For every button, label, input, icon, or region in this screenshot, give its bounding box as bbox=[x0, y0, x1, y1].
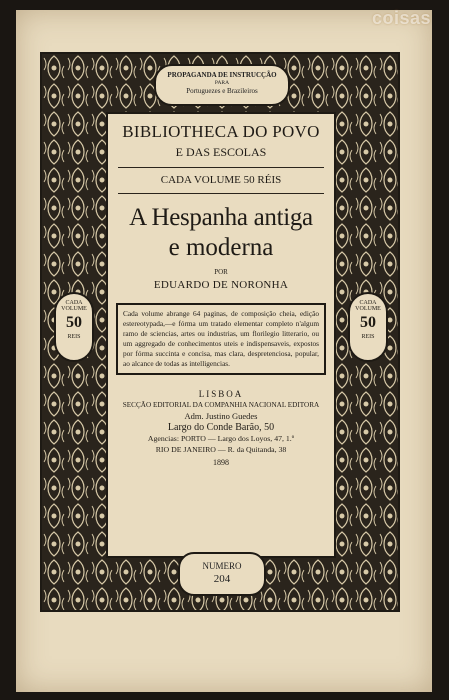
price-medal-right bbox=[348, 292, 388, 362]
divider bbox=[118, 193, 324, 194]
price-medal-left bbox=[54, 292, 94, 362]
propaganda-cartouche bbox=[154, 64, 290, 106]
description-box: Cada volume abrange 64 paginas, de composição cheia, edição estereotypada,—e fórma um tratado elementar completo n'algum ramo de sciencias, artes ou industrias, um florilegio litterario, ou um aggregado de conhecimentos uteis e indispensaveis, expostos por fórma succinta e concisa, mas clara, despretenciosa, popular, ao alcance de todas as intelligencias. bbox=[116, 303, 326, 375]
divider bbox=[118, 167, 324, 168]
series-subtitle: E DAS ESCOLAS bbox=[175, 145, 267, 159]
series-name: BIBLIOTHECA DO POVO bbox=[122, 122, 320, 141]
medal-value: 50 bbox=[66, 314, 82, 331]
header-line3: Portuguezes e Brazileiros bbox=[186, 87, 258, 95]
price-line: CADA VOLUME 50 RÉIS bbox=[160, 174, 282, 186]
imprint-admin: Adm. Justino Guedes bbox=[184, 411, 258, 421]
imprint-city: LISBOA bbox=[198, 389, 244, 399]
medal-value: 50 bbox=[360, 314, 376, 331]
medal-top-text: CADA VOLUME bbox=[61, 300, 87, 312]
book-title-line1: A Hespanha antiga bbox=[129, 204, 313, 231]
cover-content-panel bbox=[106, 112, 336, 558]
book-title-line2: e moderna bbox=[168, 234, 274, 261]
imprint-agencies: Agencias: PORTO — Largo dos Loyos, 47, 1.º bbox=[147, 434, 295, 443]
ornamental-frame bbox=[40, 52, 400, 612]
number-cartouche bbox=[178, 552, 266, 596]
imprint-block bbox=[108, 389, 334, 468]
author-name: EDUARDO DE NORONHA bbox=[153, 279, 289, 291]
medal-bottom-text: REIS bbox=[67, 334, 81, 340]
imprint-publisher: SECÇÃO EDITORIAL DA COMPANHIA NACIONAL EDITORA bbox=[122, 401, 320, 409]
by-label: POR bbox=[214, 268, 228, 276]
number-label: NUMERO bbox=[202, 561, 242, 571]
header-line2: PARA bbox=[214, 80, 230, 86]
number-value: 204 bbox=[213, 573, 231, 585]
medal-top-text: CADA VOLUME bbox=[355, 300, 381, 312]
watermark-logo: coisas bbox=[371, 8, 431, 28]
header-line1: PROPAGANDA DE INSTRUCÇÃO bbox=[167, 71, 277, 79]
imprint-address: Largo do Conde Barão, 50 bbox=[167, 422, 275, 433]
imprint-rio: RIO DE JANEIRO — R. da Quitanda, 38 bbox=[155, 445, 287, 454]
imprint-year: 1898 bbox=[213, 458, 229, 467]
medal-bottom-text: REIS bbox=[361, 334, 375, 340]
